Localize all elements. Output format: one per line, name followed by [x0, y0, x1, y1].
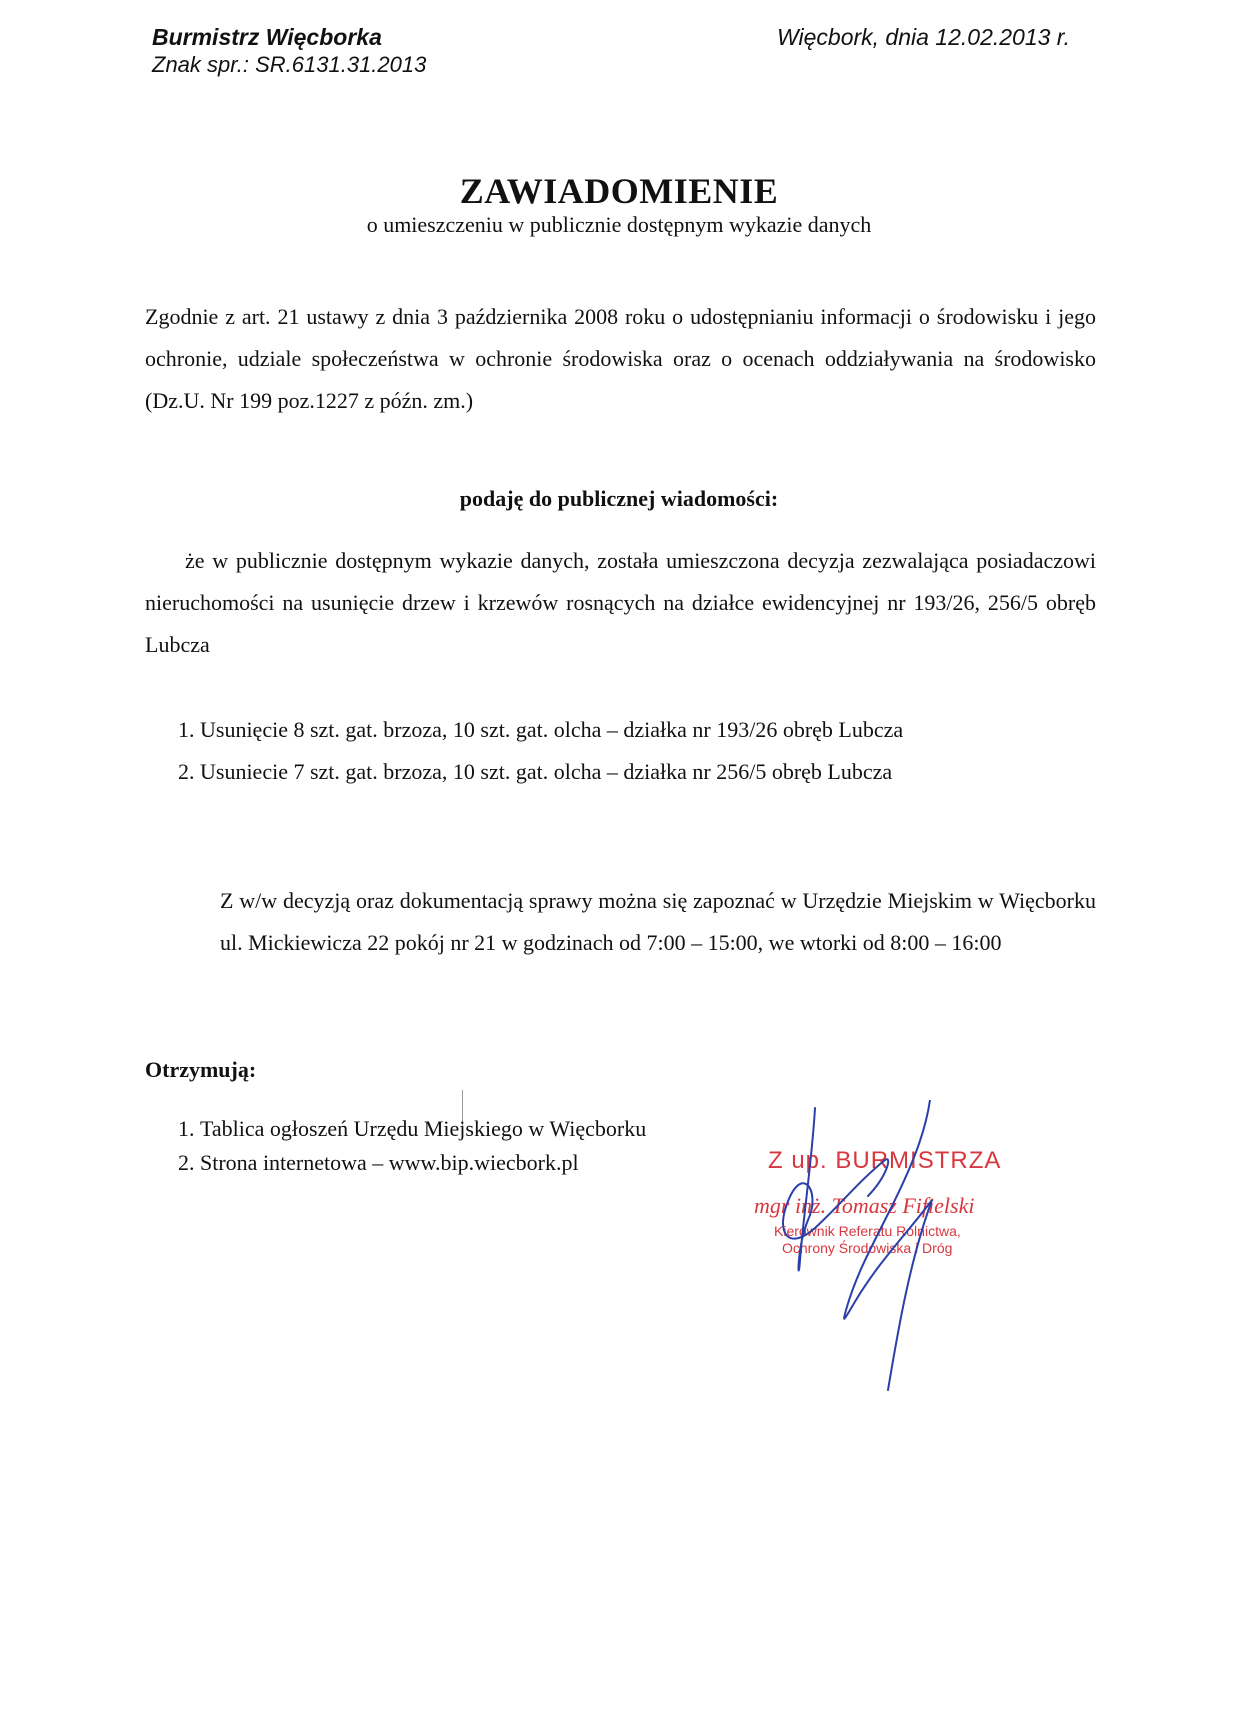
stamp-line: Ochrony Środowiska i Dróg	[782, 1240, 953, 1256]
decision-paragraph: że w publicznie dostępnym wykazie danych, została umieszczona decyzja zezwalająca posiadaczowi nieruchomości na usunięcie drzew i krzewów rosnących na działce ewidencyjnej nr 193/26, 256/5 obręb Lubcza	[145, 548, 1096, 657]
list-item	[178, 709, 903, 751]
list-item-number: 1.	[178, 1116, 195, 1141]
list-item-text: Usunięcie 8 szt. gat. brzoza, 10 szt. gat. olcha – działka nr 193/26 obręb Lubcza	[200, 717, 904, 742]
document-date: Więcbork, dnia 12.02.2013 r.	[777, 24, 1071, 50]
reference-number: Znak spr.: SR.6131.31.2013	[152, 52, 427, 77]
list-item-number: 2.	[178, 1150, 195, 1175]
stamp-line: Kierownik Referatu Rolnictwa,	[774, 1223, 961, 1239]
list-item-text: Usuniecie 7 szt. gat. brzoza, 10 szt. gat. olcha – działka nr 256/5 obręb Lubcza	[200, 759, 893, 784]
recipients-list	[178, 1112, 646, 1180]
handwritten-signature	[760, 1100, 1020, 1400]
list-item	[178, 751, 903, 793]
list-item-text: Strona internetowa – www.bip.wiecbork.pl	[200, 1150, 579, 1175]
issuer-name: Burmistrz Więcborka	[152, 24, 382, 50]
list-item-text: Tablica ogłoszeń Urzędu Miejskiego w Więcborku	[200, 1116, 647, 1141]
removal-list	[178, 709, 903, 793]
list-item-number: 1.	[178, 717, 195, 742]
stamp-line: mgr inż. Tomasz Fifielski	[754, 1193, 975, 1218]
stamp-line: Z up. BURMISTRZA	[768, 1147, 1002, 1174]
list-item	[178, 1146, 646, 1180]
announcement-heading: podaję do publicznej wiadomości:	[459, 486, 779, 511]
list-item-number: 2.	[178, 759, 195, 784]
document-title: ZAWIADOMIENIE	[459, 171, 779, 211]
list-item	[178, 1112, 646, 1146]
office-info-paragraph: Z w/w decyzją oraz dokumentacją sprawy można się zapoznać w Urzędzie Miejskim w Więcborku ul. Mickiewicza 22 pokój nr 21 w godzinach od 7:00 – 15:00, we wtorki od 8:00 – 16:00	[220, 888, 1096, 955]
legal-basis-paragraph: Zgodnie z art. 21 ustawy z dnia 3 października 2008 roku o udostępnianiu informacji o środowisku i jego ochronie, udziale społeczeństwa w ochronie środowiska oraz o ocenach oddziaływania na środowisko (Dz.U. Nr 199 poz.1227 z późn. zm.)	[145, 304, 1096, 413]
recipients-heading: Otrzymują:	[145, 1057, 257, 1082]
document-subtitle: o umieszczeniu w publicznie dostępnym wykazie danych	[366, 212, 872, 237]
